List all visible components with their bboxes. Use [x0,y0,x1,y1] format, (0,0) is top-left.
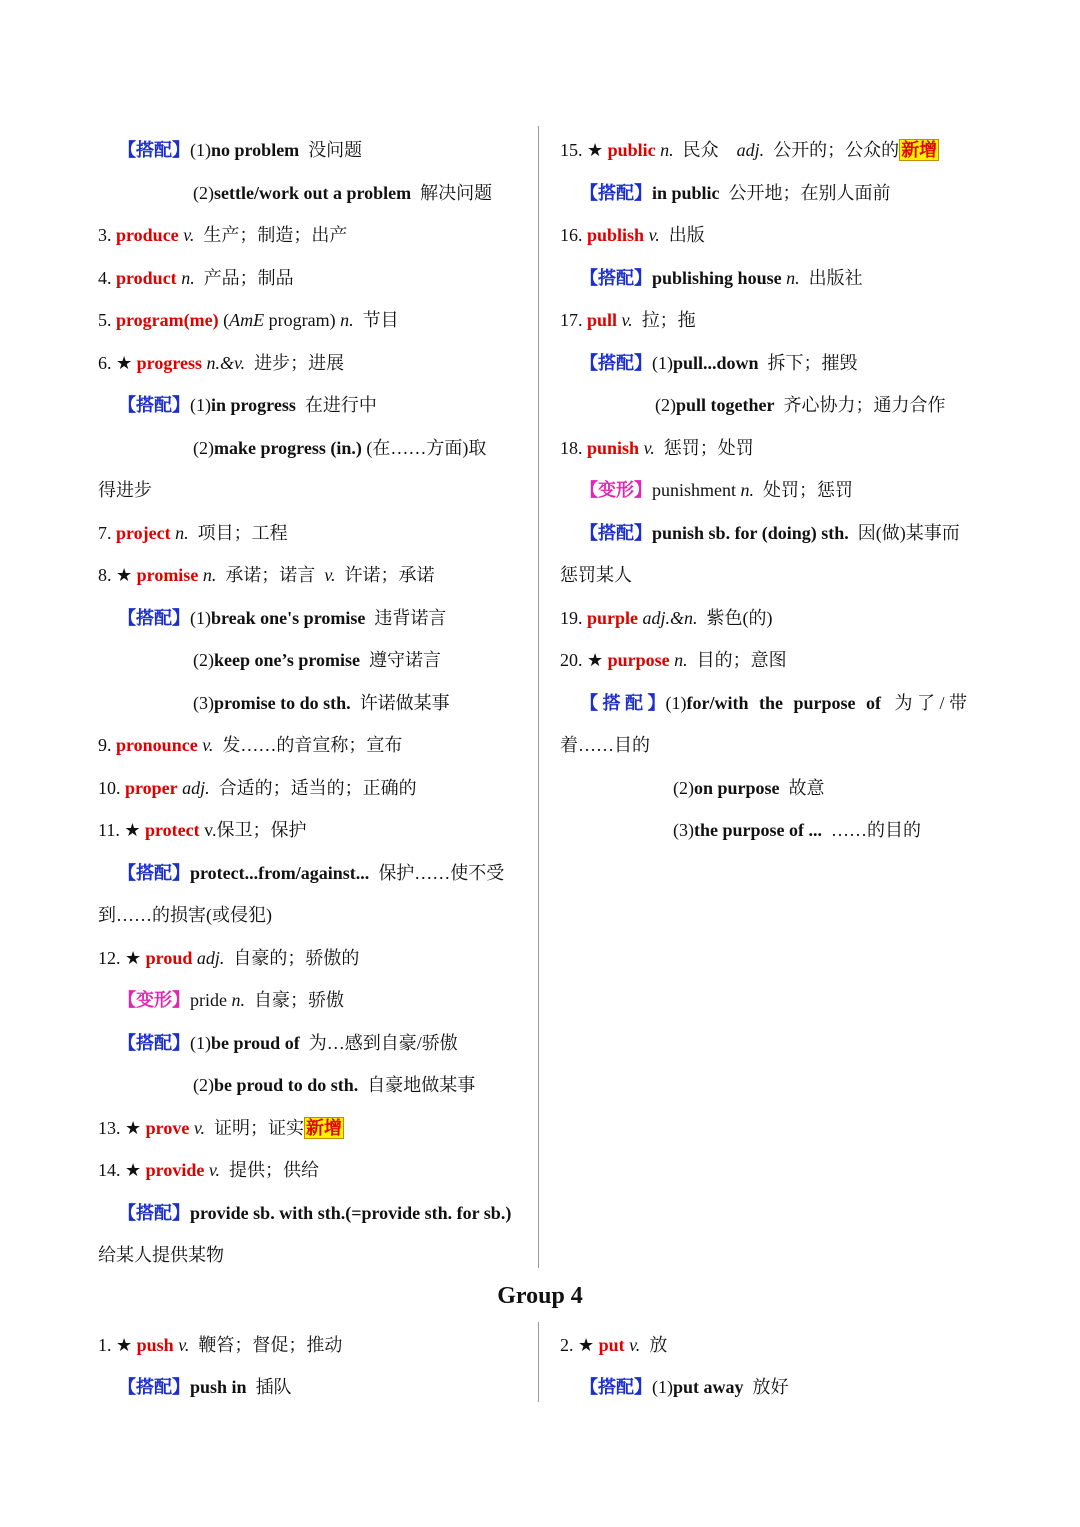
star-icon: ★ [578,1335,595,1355]
collocation-publishing-house: 【搭配】publishing house n. 出版社 [580,268,863,288]
entry-project: 7. project n. 项目；工程 [98,523,288,543]
collocation-break-promise: 【搭配】(1)break one's promise 违背诺言 [118,608,447,628]
collocation-the-purpose-of: (3)the purpose of ... ……的目的 [673,820,922,840]
entry-produce: 3. produce v. 生产；制造；出产 [98,225,348,245]
column-divider-bottom [538,1322,539,1402]
entry-put: 2. ★ put v. 放 [560,1335,668,1355]
entry-publish: 16. publish v. 出版 [560,225,705,245]
entry-promise: 8. ★ promise n. 承诺；诺言 v. 许诺；承诺 [98,565,435,585]
collocation-settle-problem: (2)settle/work out a problem 解决问题 [193,183,493,203]
collocation-put-away: 【搭配】(1)put away 放好 [580,1377,789,1397]
entry-purple: 19. purple adj.&n. 紫色(的) [560,608,773,628]
collocation-punish-for: 【搭配】punish sb. for (doing) sth. 因(做)某事而 [580,523,960,543]
star-icon: ★ [587,140,604,160]
entry-public: 15. ★ public n. 民众 adj. 公开的；公众的 新增 [560,140,938,160]
entry-proud: 12. ★ proud adj. 自豪的；骄傲的 [98,948,360,968]
variant-pride: 【变形】pride n. 自豪；骄傲 [118,990,344,1010]
star-icon: ★ [125,1160,142,1180]
collocation-push-in: 【搭配】push in 插队 [118,1377,292,1397]
star-icon: ★ [587,650,604,670]
collocation-pull-down: 【搭配】(1)pull...down 拆下；摧毁 [580,353,858,373]
star-icon: ★ [116,1335,133,1355]
new-badge: 新增 [305,1118,342,1138]
collocation-in-public: 【搭配】in public 公开地；在别人面前 [580,183,891,203]
collocation-on-purpose: (2)on purpose 故意 [673,778,825,798]
collocation-make-progress-cont: 得进步 [98,480,152,500]
collocation-in-progress: 【搭配】(1)in progress 在进行中 [118,395,377,415]
group4-left-column [98,0,530,1410]
collocation-provide-with-cont: 给某人提供某物 [98,1245,224,1265]
entry-punish: 18. punish v. 惩罚；处罚 [560,438,754,458]
collocation-make-progress: (2)make progress (in.) (在……方面)取 [193,438,487,458]
entry-protect: 11. ★ protect v.保卫；保护 [98,820,307,840]
collocation-promise-to-do: (3)promise to do sth. 许诺做某事 [193,693,450,713]
variant-punishment: 【变形】punishment n. 处罚；惩罚 [580,480,853,500]
collocation-no-problem: 【搭配】(1)no problem 没问题 [118,140,363,160]
star-icon: ★ [125,1118,142,1138]
star-icon: ★ [125,948,142,968]
entry-push: 1. ★ push v. 鞭笞；督促；推动 [98,1335,343,1355]
collocation-punish-for-cont: 惩罚某人 [560,565,632,585]
collocation-be-proud-of: 【搭配】(1)be proud of 为…感到自豪/骄傲 [118,1033,458,1053]
entry-product: 4. product n. 产品；制品 [98,268,294,288]
collocation-protect-from-cont: 到……的损害(或侵犯) [98,905,272,925]
entry-prove: 13. ★ prove v. 证明；证实 新增 [98,1118,342,1138]
collocation-pull-together: (2)pull together 齐心协力；通力合作 [655,395,946,415]
entry-progress: 6. ★ progress n.&v. 进步；进展 [98,353,345,373]
entry-proper: 10. proper adj. 合适的；适当的；正确的 [98,778,417,798]
new-badge: 新增 [901,140,938,160]
collocation-protect-from: 【搭配】protect...from/against... 保护……使不受 [118,863,505,883]
entry-pronounce: 9. pronounce v. 发……的音宣称；宣布 [98,735,403,755]
entry-purpose: 20. ★ purpose n. 目的；意图 [560,650,787,670]
star-icon: ★ [124,820,141,840]
group-heading: Group 4 [497,1283,583,1309]
entry-pull: 17. pull v. 拉；拖 [560,310,696,330]
collocation-for-the-purpose: 【 搭 配 】(1)for/with the purpose of 为 了 / 带 [580,693,968,713]
group4-right-column [560,0,990,1410]
collocation-keep-promise: (2)keep one’s promise 遵守诺言 [193,650,441,670]
entry-programme: 5. program(me) (AmE program) n. 节目 [98,310,399,330]
collocation-for-the-purpose-cont: 着……目的 [560,735,650,755]
column-divider-top [538,126,539,1268]
collocation-be-proud-to-do: (2)be proud to do sth. 自豪地做某事 [193,1075,476,1095]
collocation-provide-with: 【搭配】provide sb. with sth.(=provide sth. for sb.) [118,1203,512,1223]
star-icon: ★ [116,565,133,585]
entry-provide: 14. ★ provide v. 提供；供给 [98,1160,319,1180]
star-icon: ★ [116,353,133,373]
